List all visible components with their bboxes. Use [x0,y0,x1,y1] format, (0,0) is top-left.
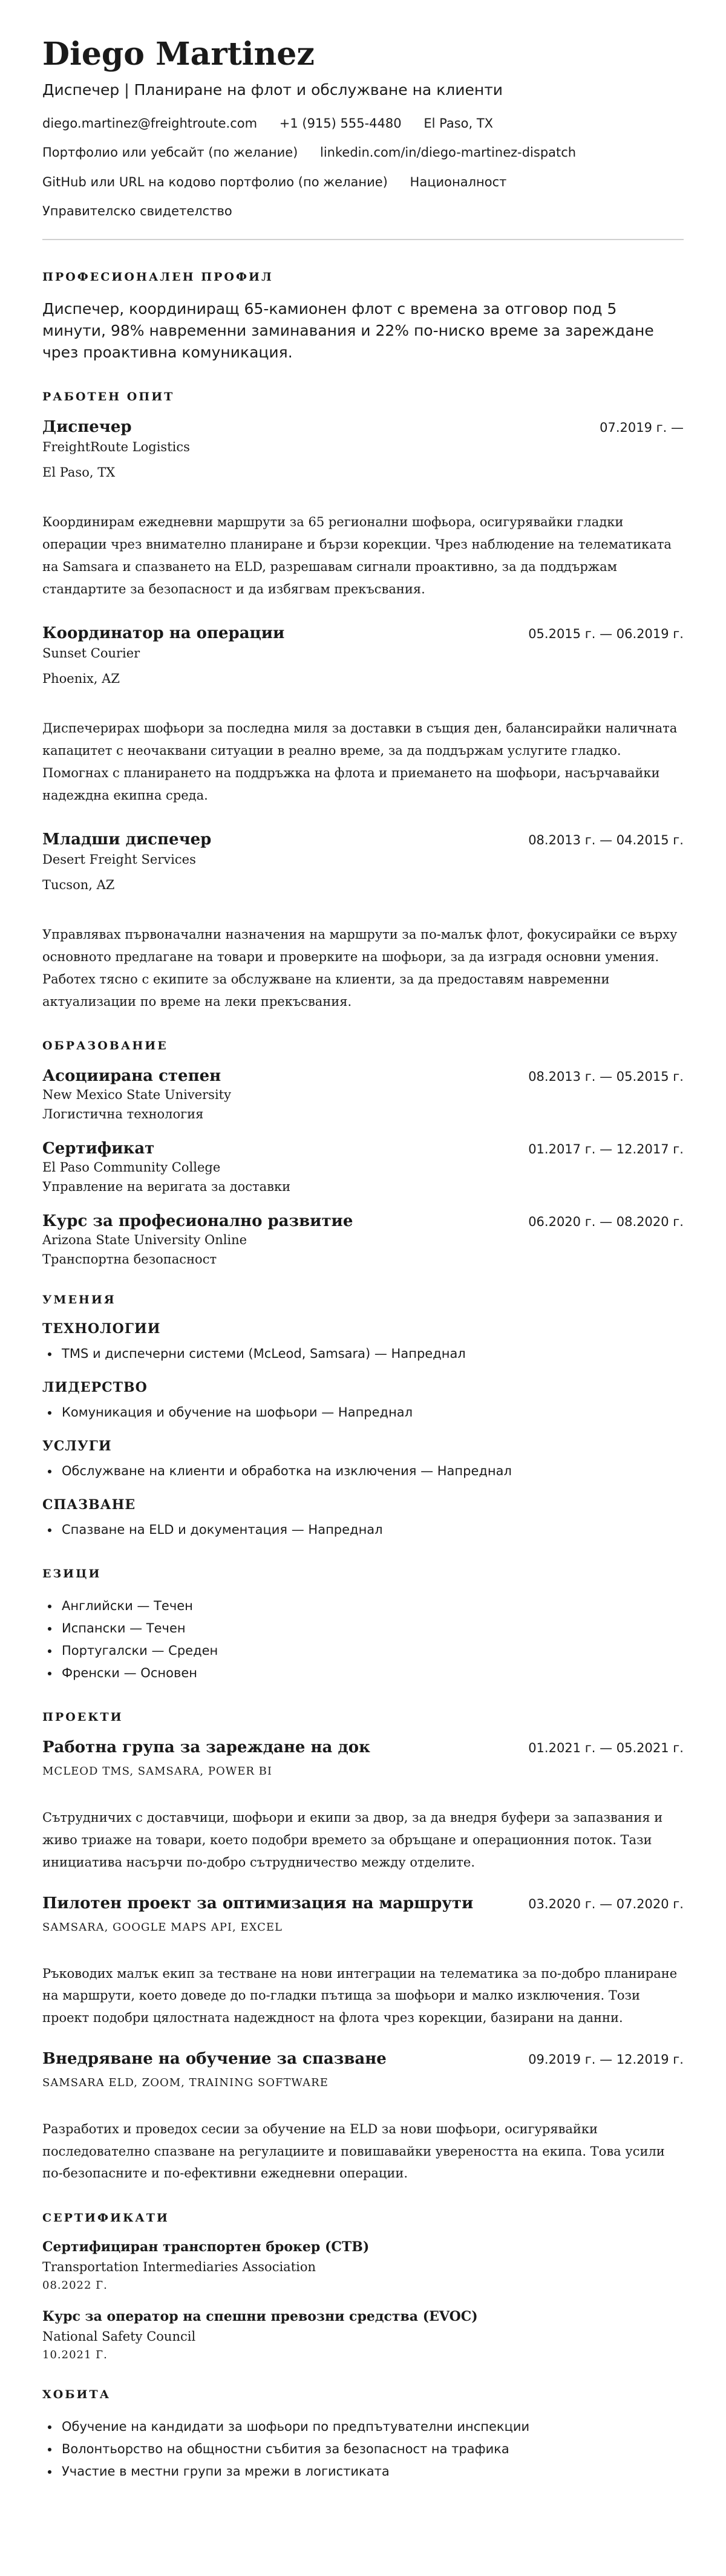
language-item: • Френски — Основен [59,1662,684,1684]
hobby-list [42,2416,684,2482]
project-name: Внедряване на обучение за спазване [42,2049,387,2068]
certification-name: Сертифициран транспортен брокер (CTB) [42,2239,370,2255]
project-entry [42,1738,684,1873]
education-school: El Paso Community College [42,1160,221,1175]
experience-role: Младши диспечер [42,830,212,849]
contact-license: Управителско свидетелство [42,204,232,219]
candidate-headline: Диспечер | Планиране на флот и обслужване на клиенти [42,80,503,99]
contact-row-1 [42,114,684,132]
experience-entry-head [42,624,684,642]
section-profile [42,270,684,364]
contact-email[interactable]: diego.martinez@freightroute.com [42,116,258,131]
hobby-item: • Обучение на кандидати за шофьори по предпътувателни инспекции [59,2416,684,2438]
education-school: Arizona State University Online [42,1233,247,1248]
education-degree: Асоциирана степен [42,1067,221,1086]
experience-company: Desert Freight Services [42,852,196,867]
section-hobbies [42,2388,684,2482]
education-field: Транспортна безопасност [42,1252,217,1267]
contact-row-2 [42,143,684,161]
education-entry [42,1067,684,1121]
contact-row-4 [42,202,684,220]
education-field: Управление на веригата за доставки [42,1179,291,1195]
contact-linkedin[interactable]: linkedin.com/in/diego-martinez-dispatch [320,145,577,160]
education-date: 08.2013 г. — 05.2015 г. [528,1069,684,1084]
education-entry-head [42,1212,684,1230]
experience-description: Диспечерирах шофьори за последна миля за доставки в същия ден, балансирайки наличната капацитет с неочаквани ситуации в реално време, за да поддържам услугите гладко. Помогнах с планирането на поддръжка на флота и приемането на шофьори, насърчавайки надеждна екипна среда. [42,721,678,803]
experience-role: Диспечер [42,418,132,437]
experience-role: Координатор на операции [42,624,285,643]
skill-list [42,1401,684,1424]
section-title-profile: ПРОФЕСИОНАЛЕН ПРОФИЛ [42,270,273,284]
candidate-name: Diego Martinez [42,36,315,73]
experience-company: Sunset Courier [42,646,140,661]
section-title-languages: ЕЗИЦИ [42,1567,102,1581]
project-entry [42,1894,684,2029]
skill-group-title: УСЛУГИ [42,1438,112,1454]
education-degree: Курс за професионално развитие [42,1212,353,1231]
section-title-certifications: СЕРТИФИКАТИ [42,2211,169,2225]
header-divider [42,239,684,240]
section-title-skills: УМЕНИЯ [42,1293,116,1307]
contact-location: El Paso, TX [424,116,494,131]
project-description: Ръководих малък екип за тестване на нови интеграции на телематика за по-добро планиране на маршрути, което доведе до по-гладки пътища за шофьори и малко изключения. Този проект подобри цялостната надеждност на флота чрез корекции, базирани на данни. [42,1966,678,2026]
section-projects [42,1710,684,2185]
profile-summary: Диспечер, координиращ 65-камионен флот с времена за отговор под 5 минути, 98% навременни заминавания и 22% по-ниско време за зареждане чрез проактивна комуникация. [42,299,654,362]
skill-list [42,1519,684,1541]
certification-date: 10.2021 Г. [42,2349,108,2362]
skill-group [42,1321,684,1365]
education-school: New Mexico State University [42,1087,231,1103]
education-entry-head [42,1140,684,1158]
project-description: Разработих и проведох сесии за обучение на ELD за нови шофьори, осигурявайки последователно спазване на регулациите и повишавайки увереността на екипа. Това усили по-безопасните и по-ефективни ежедневни операции. [42,2121,665,2181]
section-experience [42,390,684,1012]
project-entry-head [42,1894,684,1912]
experience-date: 07.2019 г. — [600,420,684,435]
contact-portfolio[interactable]: Портфолио или уебсайт (по желание) [42,145,298,160]
certification-issuer: Transportation Intermediaries Association [42,2260,316,2275]
skill-group-title: СПАЗВАНЕ [42,1496,136,1513]
skill-group [42,1497,684,1541]
education-entry-head [42,1067,684,1085]
education-degree: Сертификат [42,1140,155,1158]
section-education [42,1039,684,1267]
experience-location: El Paso, TX [42,465,116,480]
skill-group-title: ЛИДЕРСТВО [42,1380,148,1396]
education-date: 06.2020 г. — 08.2020 г. [528,1215,684,1230]
skill-group-title: ТЕХНОЛОГИИ [42,1321,161,1337]
contact-nationality: Националност [410,174,507,189]
experience-entry [42,624,684,806]
project-entry-head [42,1738,684,1756]
contact-github[interactable]: GitHub или URL на кодово портфолио (по желание) [42,174,388,189]
experience-entry [42,418,684,600]
certification-entry [42,2309,684,2361]
experience-description: Управлявах първоначални назначения на маршрути за по-малък флот, фокусирайки се върху основното предлагане на товари и проверките на шофьори, за да изградя основни умения. Работех тясно с екипите за обслужване на клиенти, за да предоставям навременни актуализации по време на леки прекъсвания. [42,927,678,1009]
education-entry [42,1140,684,1194]
experience-entry-head [42,830,684,849]
project-date: 03.2020 г. — 07.2020 г. [528,1896,684,1911]
experience-description: Координирам ежедневни маршрути за 65 регионални шофьора, осигурявайки гладки операции чрез внимателно планиране и бързи корекции. Чрез наблюдение на телематиката на Samsara и спазването на ELD, разрешавам сигнали проактивно, за да поддържам стандартите за безопасност и да избягвам прекъсвания. [42,515,672,596]
experience-date: 08.2013 г. — 04.2015 г. [528,833,684,848]
skill-item: • Обслужване на клиенти и обработка на изключения — Напреднал [59,1460,684,1482]
certification-date: 08.2022 Г. [42,2279,108,2292]
section-title-experience: РАБОТЕН ОПИТ [42,390,175,404]
project-tech: MCLEOD TMS, SAMSARA, POWER BI [42,1765,272,1778]
project-description: Сътрудничих с доставчици, шофьори и екипи за двор, за да внедря буфери за запазвания и живо триаже на товари, което подобри времето за обръщане и операционния поток. Тази инициатива насърчи по-добро сътрудничество между отделите. [42,1810,663,1870]
education-date: 01.2017 г. — 12.2017 г. [528,1142,684,1157]
skill-item: • TMS и диспечерни системи (McLeod, Samsara) — Напреднал [59,1343,684,1365]
language-item: • Португалски — Среден [59,1640,684,1662]
project-name: Работна група за зареждане на док [42,1738,370,1757]
project-entry [42,2050,684,2185]
experience-location: Tucson, AZ [42,878,115,893]
hobby-item: • Участие в местни групи за мрежи в логистиката [59,2460,684,2483]
project-date: 09.2019 г. — 12.2019 г. [528,2052,684,2067]
section-certifications [42,2211,684,2361]
section-skills [42,1293,684,1541]
education-field: Логистична технология [42,1107,204,1122]
skill-item: • Комуникация и обучение на шофьори — Напреднал [59,1401,684,1424]
language-item: • Английски — Течен [59,1595,684,1617]
education-entry [42,1212,684,1267]
certification-entry [42,2239,684,2292]
project-tech: SAMSARA ELD, ZOOM, TRAINING SOFTWARE [42,2076,329,2089]
skill-group [42,1380,684,1424]
contact-block [42,114,684,221]
skill-group [42,1438,684,1482]
contact-phone[interactable]: +1 (915) 555-4480 [279,116,402,131]
hobby-item: • Волонтьорство на общностни събития за безопасност на трафика [59,2438,684,2460]
experience-entry [42,830,684,1012]
skill-list [42,1343,684,1365]
project-name: Пилотен проект за оптимизация на маршрути [42,1894,474,1912]
contact-row-3 [42,173,684,191]
section-title-education: ОБРАЗОВАНИЕ [42,1039,168,1053]
section-title-hobbies: ХОБИТА [42,2388,111,2402]
language-list [42,1595,684,1684]
experience-date: 05.2015 г. — 06.2019 г. [528,627,684,642]
experience-company: FreightRoute Logistics [42,440,190,455]
project-entry-head [42,2050,684,2068]
experience-entry-head [42,418,684,436]
section-languages [42,1567,684,1684]
section-title-projects: ПРОЕКТИ [42,1710,123,1724]
project-tech: SAMSARA, GOOGLE MAPS API, EXCEL [42,1920,283,1934]
certification-name: Курс за оператор на спешни превозни средства (EVOC) [42,2309,478,2325]
language-item: • Испански — Течен [59,1617,684,1640]
certification-issuer: National Safety Council [42,2329,196,2344]
resume-header [42,36,684,221]
skill-list [42,1460,684,1482]
skill-item: • Спазване на ELD и документация — Напреднал [59,1519,684,1541]
experience-location: Phoenix, AZ [42,671,120,686]
project-date: 01.2021 г. — 05.2021 г. [528,1741,684,1756]
